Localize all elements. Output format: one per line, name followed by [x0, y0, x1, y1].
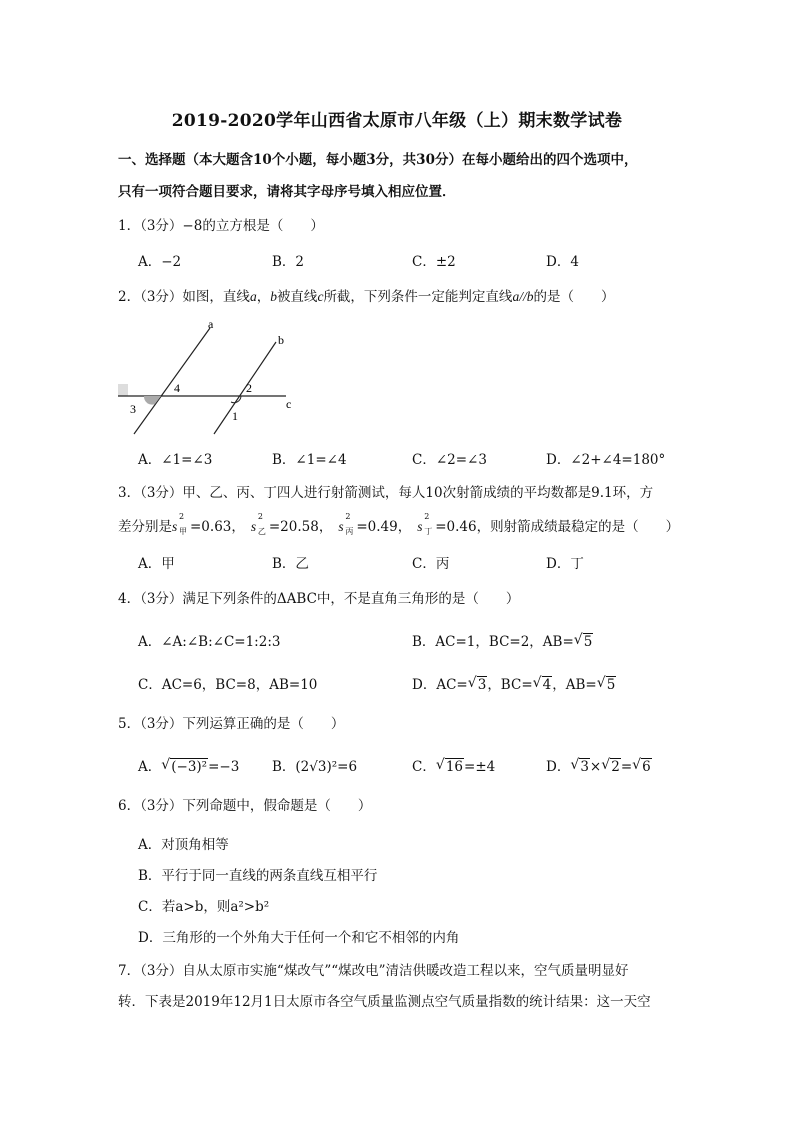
variance-yi: s 2 乙 — [250, 512, 266, 536]
variance-jia: s 2 甲 — [172, 512, 187, 536]
q6-option-b: B．平行于同一直线的两条直线互相平行 — [138, 868, 378, 884]
q5-option-a: A．√ (−3)²=−3 — [138, 755, 239, 775]
parallel-lines-figure — [118, 316, 308, 440]
q4-option-c: C．AC=6，BC=8，AB=10 — [138, 677, 318, 693]
q3-option-c: C．丙 — [412, 556, 450, 572]
question-5-stem: 5．（3分）下列运算正确的是（ ） — [118, 716, 345, 732]
q2-option-a: A．∠1=∠3 — [138, 452, 213, 468]
question-1-stem: 1．（3分）−8的立方根是（ ） — [118, 218, 324, 234]
label-2: 2 — [246, 381, 252, 395]
q6-option-d: D．三角形的一个外角大于任何一个和它不相邻的内角 — [138, 930, 460, 946]
q1-option-a: A．−2 — [138, 254, 182, 270]
variance-ding: s 2 丁 — [417, 512, 433, 536]
question-6-stem: 6．（3分）下列命题中，假命题是（ ） — [118, 798, 372, 814]
q6-option-a: A．对顶角相等 — [138, 837, 229, 853]
q2-option-d: D．∠2+∠4=180° — [546, 452, 666, 468]
q2-option-b: B．∠1=∠4 — [272, 452, 347, 468]
figure-smudge — [118, 384, 128, 396]
label-a: a — [208, 317, 214, 331]
label-3: 3 — [130, 402, 136, 416]
q3-option-a: A．甲 — [138, 556, 175, 572]
q3-option-b: B．乙 — [272, 556, 309, 572]
question-3-stem-line1: 3．（3分）甲、乙、丙、丁四人进行射箭测试，每人10次射箭成绩的平均数都是9.1环，方 — [118, 485, 654, 501]
label-4: 4 — [174, 381, 180, 395]
q2-option-c: C．∠2=∠3 — [412, 452, 487, 468]
line-b — [214, 342, 276, 434]
question-4-stem: 4．（3分）满足下列条件的ΔABC中，不是直角三角形的是（ ） — [118, 591, 520, 607]
question-3-stem-line2: 差分别是s 2 甲 =0.63， s 2 乙 =20.58， s 2 丙 =0.49， s 2 丁 =0.46，则射箭成绩最稳定的是（ ） — [118, 512, 680, 536]
variance-bing: s 2 丙 — [338, 512, 354, 536]
q3-option-d: D．丁 — [546, 556, 584, 572]
q4-option-b: B．AC=1，BC=2，AB=√ 5 — [412, 630, 593, 650]
q5-option-d: D．√ 3×√ 2=√ 6 — [546, 755, 652, 775]
q5-option-c: C．√ 16=±4 — [412, 755, 495, 775]
q1-option-b: B．2 — [272, 254, 305, 270]
q4-option-d: D．AC=√ 3，BC=√ 4，AB=√ 5 — [412, 673, 616, 693]
label-c: c — [286, 397, 292, 411]
q6-option-c: C．若a>b，则a²>b² — [138, 899, 270, 915]
question-2-stem: 2．（3分）如图，直线a，b被直线c所截，下列条件一定能判定直线a//b的是（ ） — [118, 289, 615, 305]
section-heading-line2: 只有一项符合题目要求，请将其字母序号填入相应位置． — [118, 184, 456, 200]
question-7-line2: 转．下表是2019年12月1日太原市各空气质量监测点空气质量指数的统计结果：这一天空 — [118, 994, 651, 1010]
q4-option-a: A．∠A:∠B:∠C=1:2:3 — [138, 634, 281, 650]
question-7-line1: 7．（3分）自从太原市实施“煤改气”“煤改电”清洁供暖改造工程以来，空气质量明显好 — [118, 963, 629, 979]
q5-option-b: B．(2√3)²=6 — [272, 759, 358, 775]
q1-option-c: C．±2 — [412, 254, 456, 270]
q1-option-d: D．4 — [546, 254, 579, 270]
label-1: 1 — [232, 409, 238, 423]
label-b: b — [278, 333, 284, 347]
section-heading-line1: 一、选择题（本大题含10个小题，每小题3分，共30分）在每小题给出的四个选项中， — [118, 152, 638, 168]
page-title: 2019-2020学年山西省太原市八年级（上）期末数学试卷 — [171, 111, 623, 131]
line-a — [134, 328, 210, 434]
